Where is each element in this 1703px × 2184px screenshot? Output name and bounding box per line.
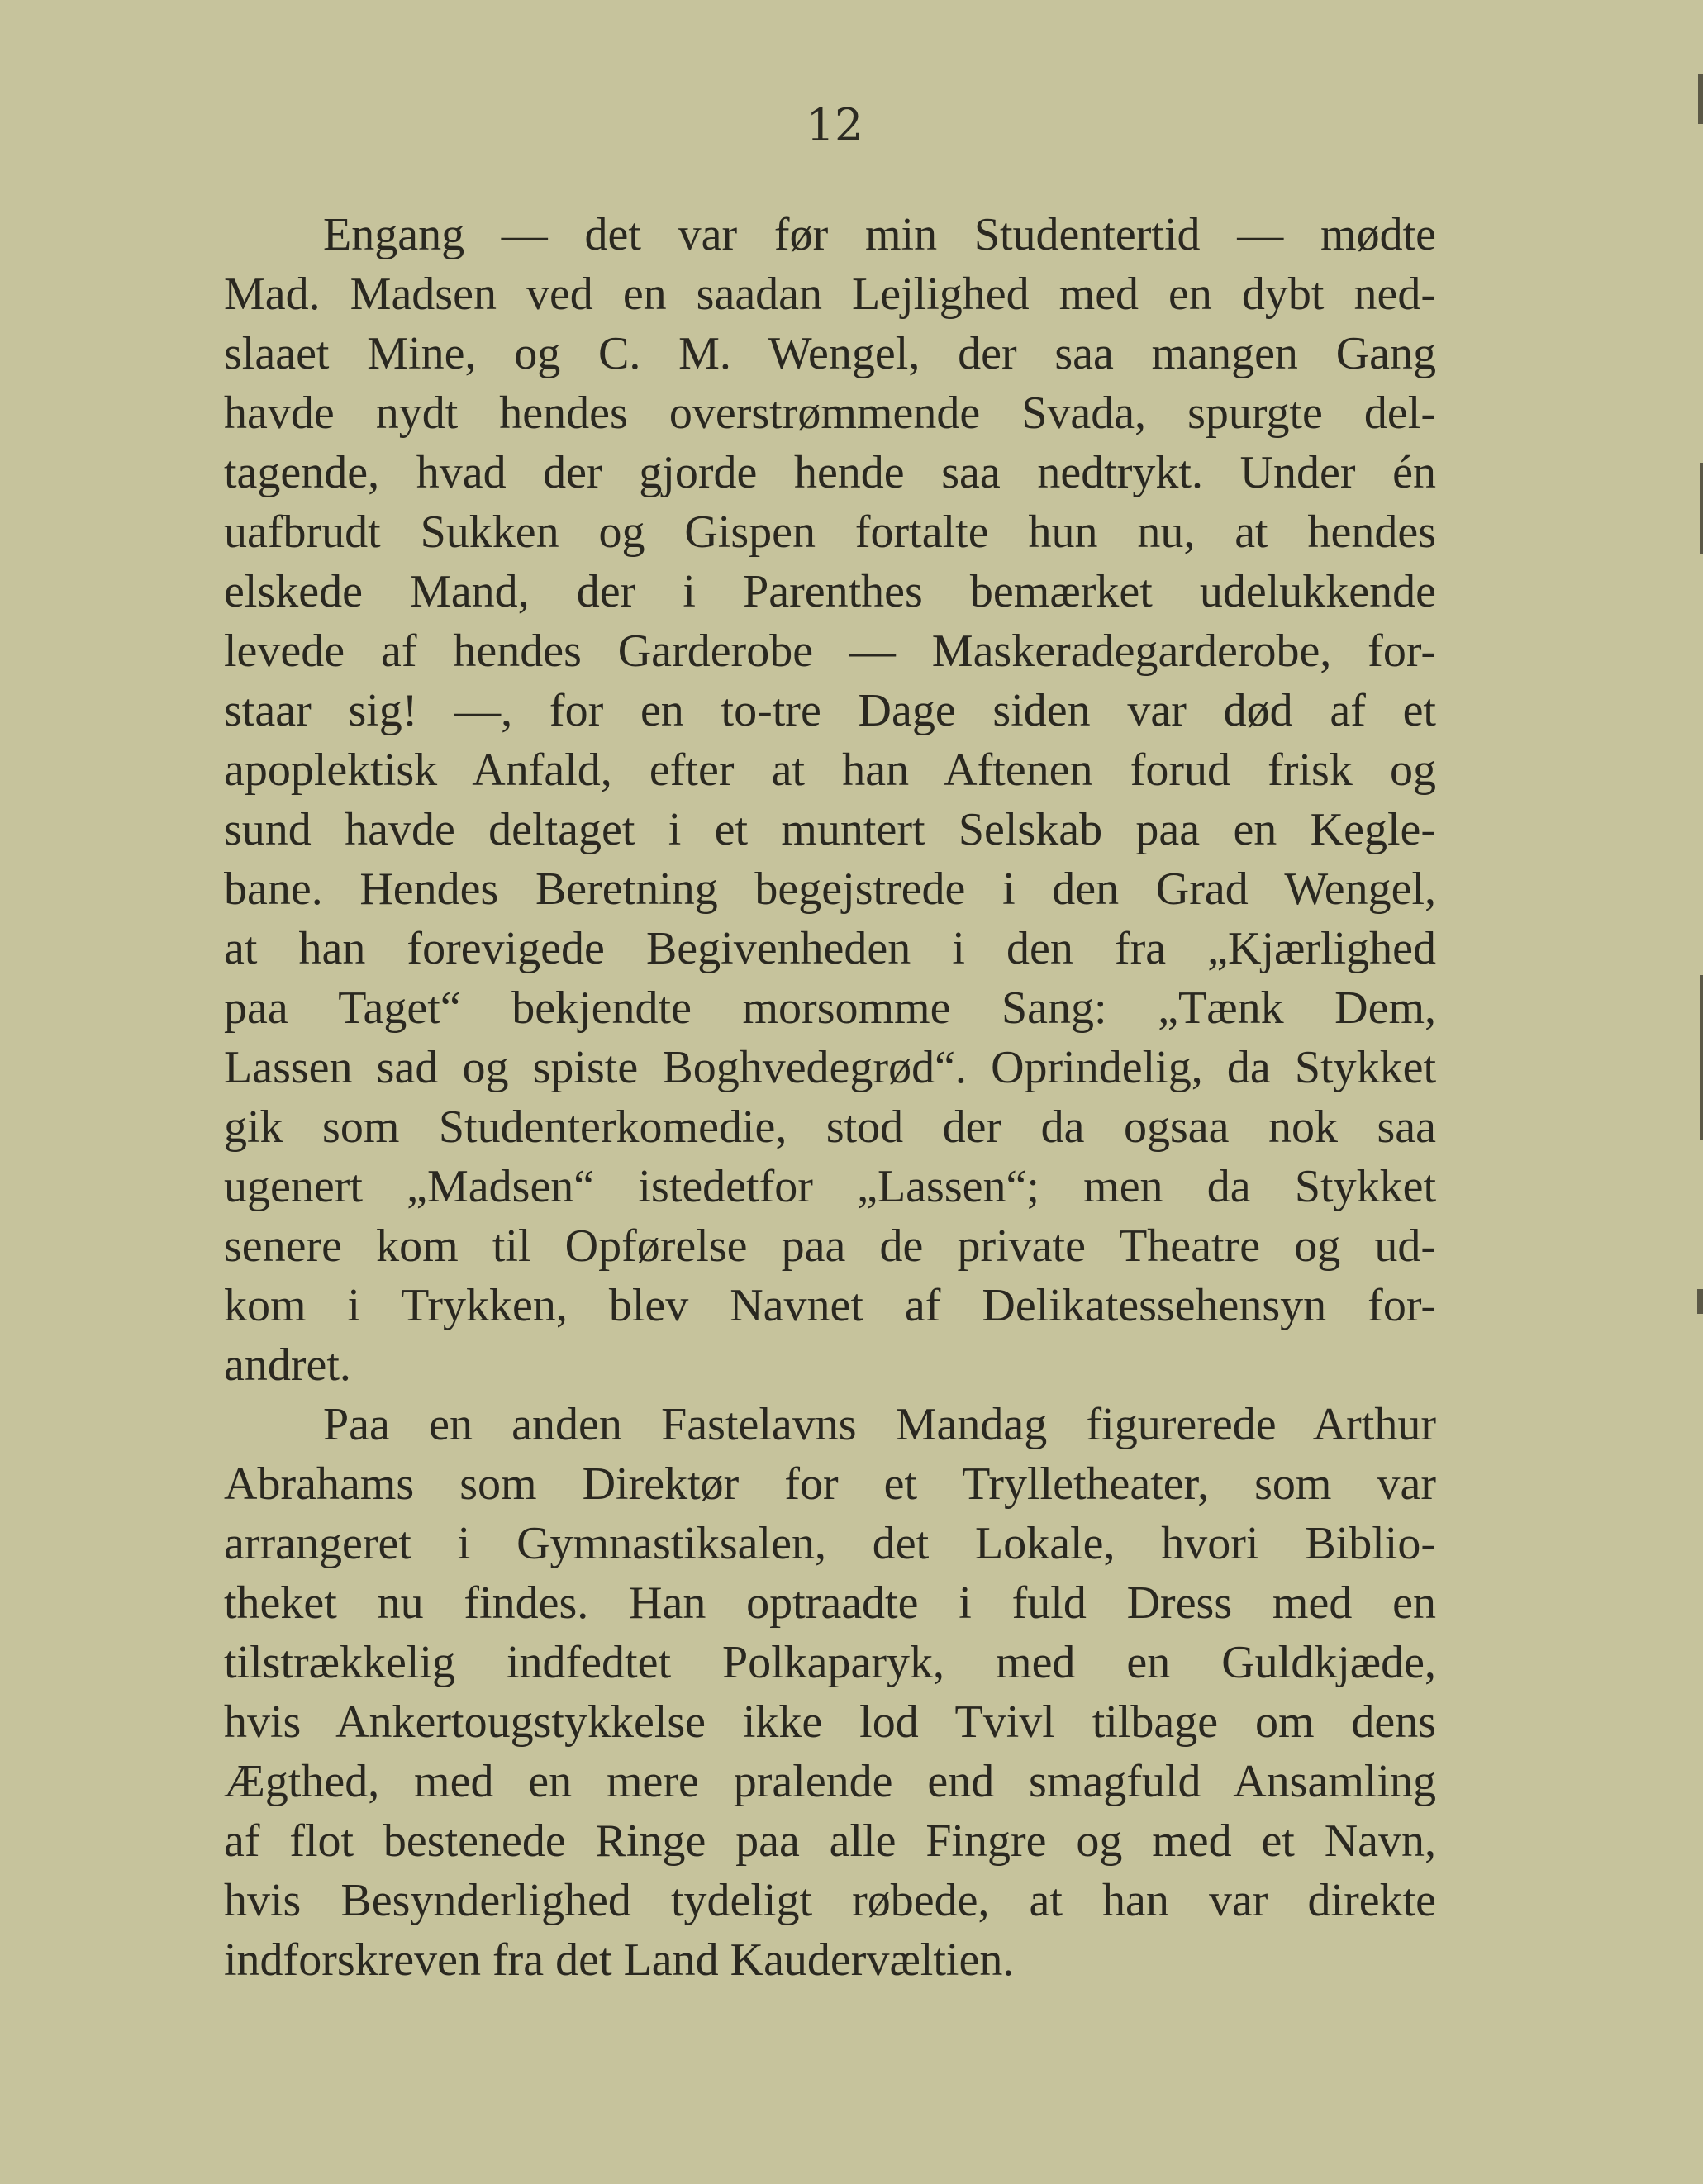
- text-line: Abrahams som Direktør for et Trylletheater, som var: [224, 1458, 1436, 1510]
- text-line: Mad. Madsen ved en saadan Lejlighed med en dybt ned-: [224, 269, 1436, 320]
- text-line: gik som Studenterkomedie, stod der da ogsaa nok saa: [224, 1102, 1436, 1153]
- text-line: hvis Ankertougstykkelse ikke lod Tvivl tilbage om dens: [224, 1696, 1436, 1748]
- text-line: theket nu findes. Han optraadte i fuld Dress med en: [224, 1577, 1436, 1629]
- text-line: Paa en anden Fastelavns Mandag figurerede Arthur: [323, 1399, 1436, 1450]
- text-line: arrangeret i Gymnastiksalen, det Lokale, hvori Biblio-: [224, 1518, 1436, 1569]
- text-line: hvis Besynderlighed tydeligt røbede, at han var direkte: [224, 1875, 1436, 1926]
- text-line: andret.: [224, 1339, 351, 1391]
- text-line: paa Taget“ bekjendte morsomme Sang: „Tænk Dem,: [224, 983, 1436, 1034]
- text-line: elskede Mand, der i Parenthes bemærket udelukkende: [224, 566, 1436, 617]
- text-line: levede af hendes Garderobe — Maskeradegarderobe, for-: [224, 626, 1436, 677]
- text-line: ugenert „Madsen“ istedetfor „Lassen“; men da Stykket: [224, 1161, 1436, 1212]
- text-line: slaaet Mine, og C. M. Wengel, der saa mangen Gang: [224, 328, 1436, 379]
- text-line: uafbrudt Sukken og Gispen fortalte hun nu, at hendes: [224, 507, 1436, 558]
- text-line: Engang — det var før min Studentertid — mødte: [323, 209, 1436, 260]
- text-line: indforskreven fra det Land Kaudervæltien.: [224, 1934, 1015, 1986]
- text-line: sund havde deltaget i et muntert Selskab paa en Kegle-: [224, 804, 1436, 855]
- body-text: [224, 205, 1436, 1990]
- page-edge-mark: [1698, 74, 1703, 124]
- page-edge-mark: [1700, 463, 1703, 554]
- text-line: af flot bestenede Ringe paa alle Fingre og med et Navn,: [224, 1815, 1436, 1867]
- text-line: at han forevigede Begivenheden i den fra „Kjærlighed: [224, 923, 1436, 974]
- text-line: havde nydt hendes overstrømmende Svada, spurgte del-: [224, 388, 1436, 439]
- text-line: Lassen sad og spiste Boghvedegrød“. Oprindelig, da Stykket: [224, 1042, 1436, 1093]
- text-line: kom i Trykken, blev Navnet af Delikatessehensyn for-: [224, 1280, 1436, 1331]
- text-line: senere kom til Opførelse paa de private Theatre og ud-: [224, 1220, 1436, 1272]
- text-line: apoplektisk Anfald, efter at han Aftenen forud frisk og: [224, 745, 1436, 796]
- text-line: staar sig! —, for en to-tre Dage siden var død af et: [224, 685, 1436, 736]
- page-number: 12: [806, 99, 863, 151]
- page-edge-mark: [1700, 975, 1703, 1140]
- text-line: bane. Hendes Beretning begejstrede i den Grad Wengel,: [224, 864, 1436, 915]
- page-edge-mark: [1697, 1289, 1703, 1314]
- text-line: Ægthed, med en mere pralende end smagfuld Ansamling: [224, 1756, 1436, 1807]
- text-line: tilstrækkelig indfedtet Polkaparyk, med en Guldkjæde,: [224, 1637, 1436, 1688]
- text-line: tagende, hvad der gjorde hende saa nedtrykt. Under én: [224, 447, 1436, 498]
